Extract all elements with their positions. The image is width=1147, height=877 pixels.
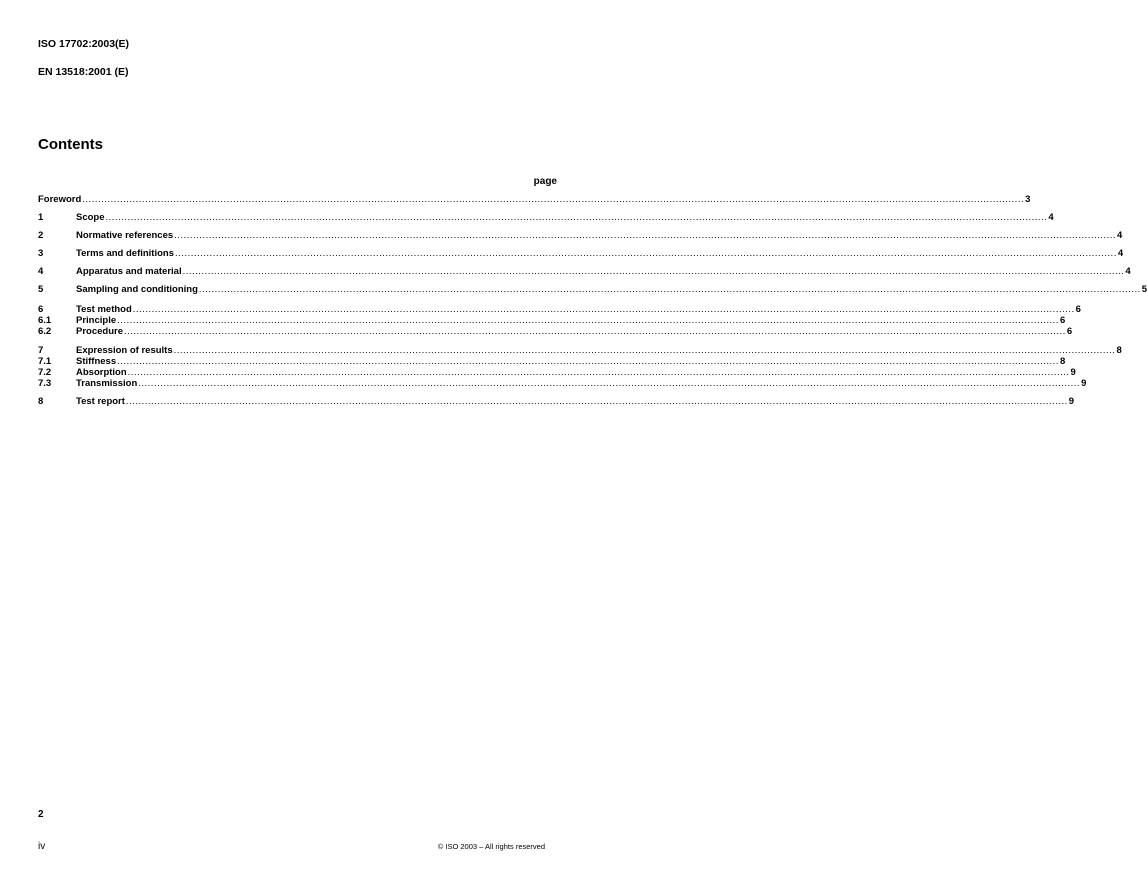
toc-entry-number: 7.3 <box>38 378 52 389</box>
toc-entry-number: 2 <box>38 230 44 241</box>
toc-entry[interactable] <box>38 212 1054 223</box>
toc-entry[interactable] <box>38 326 1073 337</box>
toc-entry-number: 5 <box>38 284 44 295</box>
toc-entry-page: 6 <box>1059 315 1066 326</box>
toc-entry-title: Transmission <box>76 378 138 389</box>
toc-entry[interactable] <box>38 315 1066 326</box>
toc-entry-page: 9 <box>1081 378 1087 389</box>
toc-entry-page: 9 <box>1068 396 1075 407</box>
toc-entry-title: Test method <box>76 304 132 315</box>
toc-dot-leader: ............................................................................................................................................................................................................................................................................................................ <box>173 345 1116 356</box>
toc-entry-number: 6.1 <box>38 315 52 326</box>
toc-entry[interactable] <box>38 266 1131 277</box>
toc-entry-number: 1 <box>38 212 44 223</box>
toc-dot-leader: ............................................................................................................................................................................................................................................................................................................ <box>175 248 1117 259</box>
toc-entry[interactable] <box>38 345 1122 356</box>
toc-entry[interactable] <box>38 194 1031 205</box>
toc-entry[interactable] <box>38 304 1081 315</box>
toc-dot-leader: ............................................................................................................................................................................................................................................................................................................ <box>124 326 1066 337</box>
toc-dot-leader: ............................................................................................................................................................................................................................................................................................................ <box>125 396 1068 407</box>
toc-entry-page: 4 <box>1117 248 1124 259</box>
toc-entry-title: Test report <box>76 396 125 407</box>
toc-entry-number: 6.2 <box>38 326 52 337</box>
toc-entry-title: Foreword <box>38 194 82 205</box>
toc-entry-number: 3 <box>38 248 44 259</box>
toc-entry[interactable] <box>38 378 1087 389</box>
toc-entry-page: 8 <box>1059 356 1066 367</box>
toc-entry[interactable] <box>38 367 1076 378</box>
toc-dot-leader: ............................................................................................................................................................................................................................................................................................................ <box>117 315 1059 326</box>
toc-entry[interactable] <box>38 356 1066 367</box>
toc-dot-leader: ............................................................................................................................................................................................................................................................................................................ <box>82 194 1025 205</box>
toc-entry-page: 3 <box>1025 194 1031 205</box>
toc-entry-title: Scope <box>76 212 105 223</box>
toc-entry-number: 4 <box>38 266 44 277</box>
page-column-label: page <box>533 176 557 187</box>
toc-entry-title: Apparatus and material <box>76 266 182 277</box>
toc-entry-title: Principle <box>76 315 117 326</box>
footer-page-numeral: iv <box>38 841 46 852</box>
toc-entry[interactable] <box>38 284 1147 295</box>
contents-heading: Contents <box>38 136 103 153</box>
toc-entry-page: 6 <box>1075 304 1081 315</box>
toc-entry-number: 7.1 <box>38 356 52 367</box>
toc-entry-page: 4 <box>1048 212 1054 223</box>
toc-entry-number: 8 <box>38 396 44 407</box>
toc-dot-leader: ............................................................................................................................................................................................................................................................................................................ <box>105 212 1048 223</box>
toc-entry-page: 4 <box>1125 266 1131 277</box>
toc-entry-page: 5 <box>1141 284 1147 295</box>
toc-entry[interactable] <box>38 248 1124 259</box>
toc-dot-leader: ............................................................................................................................................................................................................................................................................................................ <box>138 378 1081 389</box>
toc-entry-number: 7.2 <box>38 367 52 378</box>
toc-entry-page: 8 <box>1116 345 1122 356</box>
toc-entry-title: Absorption <box>76 367 127 378</box>
footer-copyright: © ISO 2003 – All rights reserved <box>437 842 545 851</box>
toc-entry-title: Terms and definitions <box>76 248 175 259</box>
standard-number-en: EN 13518:2001 (E) <box>38 66 129 78</box>
standard-number-iso: ISO 17702:2003(E) <box>38 38 130 50</box>
toc-entry-title: Normative references <box>76 230 174 241</box>
toc-dot-leader: ............................................................................................................................................................................................................................................................................................................ <box>174 230 1116 241</box>
toc-entry-title: Sampling and conditioning <box>76 284 198 295</box>
original-page-number: 2 <box>38 809 44 820</box>
toc-entry-title: Procedure <box>76 326 123 337</box>
toc-entry-page: 4 <box>1117 230 1123 241</box>
toc-dot-leader: ............................................................................................................................................................................................................................................................................................................ <box>182 266 1125 277</box>
toc-dot-leader: ............................................................................................................................................................................................................................................................................................................ <box>198 284 1141 295</box>
toc-entry-page: 6 <box>1066 326 1073 337</box>
toc-entry-number: 6 <box>38 304 44 315</box>
toc-entry-page: 9 <box>1070 367 1076 378</box>
toc-dot-leader: ............................................................................................................................................................................................................................................................................................................ <box>117 356 1059 367</box>
toc-dot-leader: ............................................................................................................................................................................................................................................................................................................ <box>127 367 1070 378</box>
toc-entry-number: 7 <box>38 345 44 356</box>
toc-dot-leader: ............................................................................................................................................................................................................................................................................................................ <box>132 304 1075 315</box>
toc-entry[interactable] <box>38 396 1075 407</box>
toc-entry[interactable] <box>38 230 1123 241</box>
toc-entry-title: Stiffness <box>76 356 117 367</box>
toc-entry-title: Expression of results <box>76 345 173 356</box>
